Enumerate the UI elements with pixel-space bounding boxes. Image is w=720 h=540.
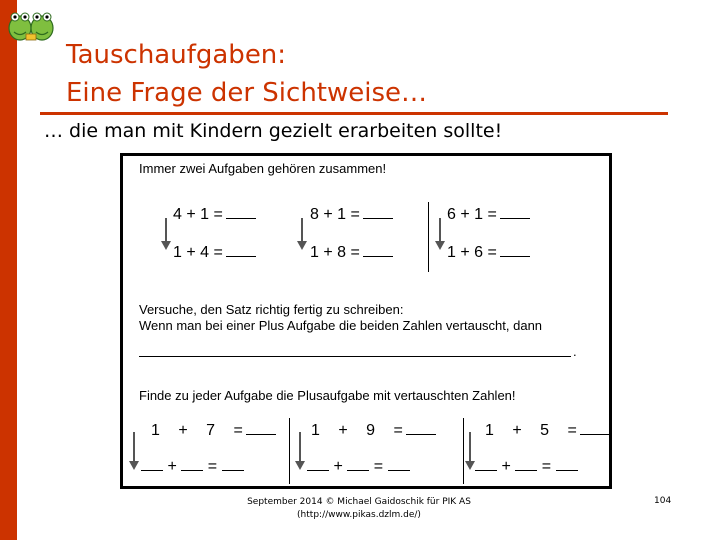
pair-2-top (310, 206, 393, 224)
task-2-op: + (338, 422, 348, 439)
pair-3-bottom (447, 244, 530, 262)
task-1 (151, 422, 276, 440)
task-1-eq: = (233, 422, 243, 439)
down-arrow-icon (301, 218, 303, 248)
answer-blank (500, 244, 530, 257)
task-3-a: 1 (485, 422, 494, 439)
swap-row-3-plus: + (501, 458, 511, 475)
sentence-period: . (573, 344, 577, 359)
pair-3-bottom-text: 1 + 6 = (447, 244, 497, 261)
section-2-heading: Versuche, den Satz richtig fertig zu schreiben: (139, 302, 404, 317)
answer-blank (556, 458, 578, 471)
left-accent-bar (0, 0, 17, 540)
swap-row-3 (475, 458, 578, 476)
swap-row-3-eq: = (541, 458, 552, 475)
answer-blank (388, 458, 410, 471)
answer-blank (475, 458, 497, 471)
section-2-sentence: Wenn man bei einer Plus Aufgabe die beiden Zahlen vertauscht, dann (139, 318, 543, 333)
task-2-eq: = (393, 422, 403, 439)
pair-3-top (447, 206, 530, 224)
answer-blank (580, 422, 610, 435)
slide-title (66, 36, 427, 112)
worksheet-image (120, 153, 612, 489)
task-1-b: 7 (206, 422, 216, 439)
pair-2-bottom (310, 244, 393, 262)
answer-blank (307, 458, 329, 471)
pair-1-top (173, 206, 256, 224)
swap-row-2-plus: + (333, 458, 343, 475)
swap-row-1-plus: + (167, 458, 177, 475)
footer-line-2: (http://www.pikas.dzlm.de/) (297, 510, 421, 520)
slide-title-line-2: Eine Frage der Sichtweise… (66, 78, 428, 108)
task-1-op: + (178, 422, 188, 439)
answer-blank (515, 458, 537, 471)
answer-blank (222, 458, 244, 471)
task-3-b: 5 (540, 422, 550, 439)
task-2 (311, 422, 436, 440)
answer-blank (226, 244, 256, 257)
answer-blank (500, 206, 530, 219)
answer-blank (347, 458, 369, 471)
task-1-a: 1 (151, 422, 160, 439)
down-arrow-icon (439, 218, 441, 248)
task-3 (485, 422, 610, 440)
answer-blank (141, 458, 163, 471)
pair-1-bottom-text: 1 + 4 = (173, 244, 223, 261)
answer-blank (406, 422, 436, 435)
task-2-b: 9 (366, 422, 376, 439)
answer-blank (363, 206, 393, 219)
section-1-heading: Immer zwei Aufgaben gehören zusammen! (139, 161, 387, 176)
answer-blank (226, 206, 256, 219)
swap-row-2-eq: = (373, 458, 384, 475)
pair-3-top-text: 6 + 1 = (447, 206, 497, 223)
pair-2-bottom-text: 1 + 8 = (310, 244, 360, 261)
task-3-eq: = (567, 422, 577, 439)
pair-divider (428, 202, 429, 272)
task-divider (463, 418, 464, 484)
slide-subtitle: … die man mit Kindern gezielt erarbeiten sollte! (44, 120, 503, 142)
answer-blank (363, 244, 393, 257)
down-arrow-icon (299, 432, 301, 468)
swap-row-1-eq: = (207, 458, 218, 475)
slide-title-line-1: Tauschaufgaben: (66, 40, 287, 70)
footer-line-1: September 2014 © Michael Gaidoschik für PIK AS (247, 497, 471, 507)
answer-blank (246, 422, 276, 435)
section-3-heading: Finde zu jeder Aufgabe die Plusaufgabe mit vertauschten Zahlen! (139, 388, 516, 403)
down-arrow-icon (133, 432, 135, 468)
answer-blank (181, 458, 203, 471)
pair-1-bottom (173, 244, 256, 262)
task-3-op: + (512, 422, 522, 439)
page-number: 104 (654, 496, 672, 506)
pair-1-top-text: 4 + 1 = (173, 206, 223, 223)
title-divider (40, 112, 668, 115)
swap-row-2 (307, 458, 410, 476)
answer-write-line (139, 356, 571, 357)
frog-logo-icon (6, 4, 56, 44)
down-arrow-icon (165, 218, 167, 248)
task-divider (289, 418, 290, 484)
slide-footer (232, 496, 486, 522)
down-arrow-icon (469, 432, 471, 468)
swap-row-1 (141, 458, 244, 476)
task-2-a: 1 (311, 422, 320, 439)
pair-2-top-text: 8 + 1 = (310, 206, 360, 223)
